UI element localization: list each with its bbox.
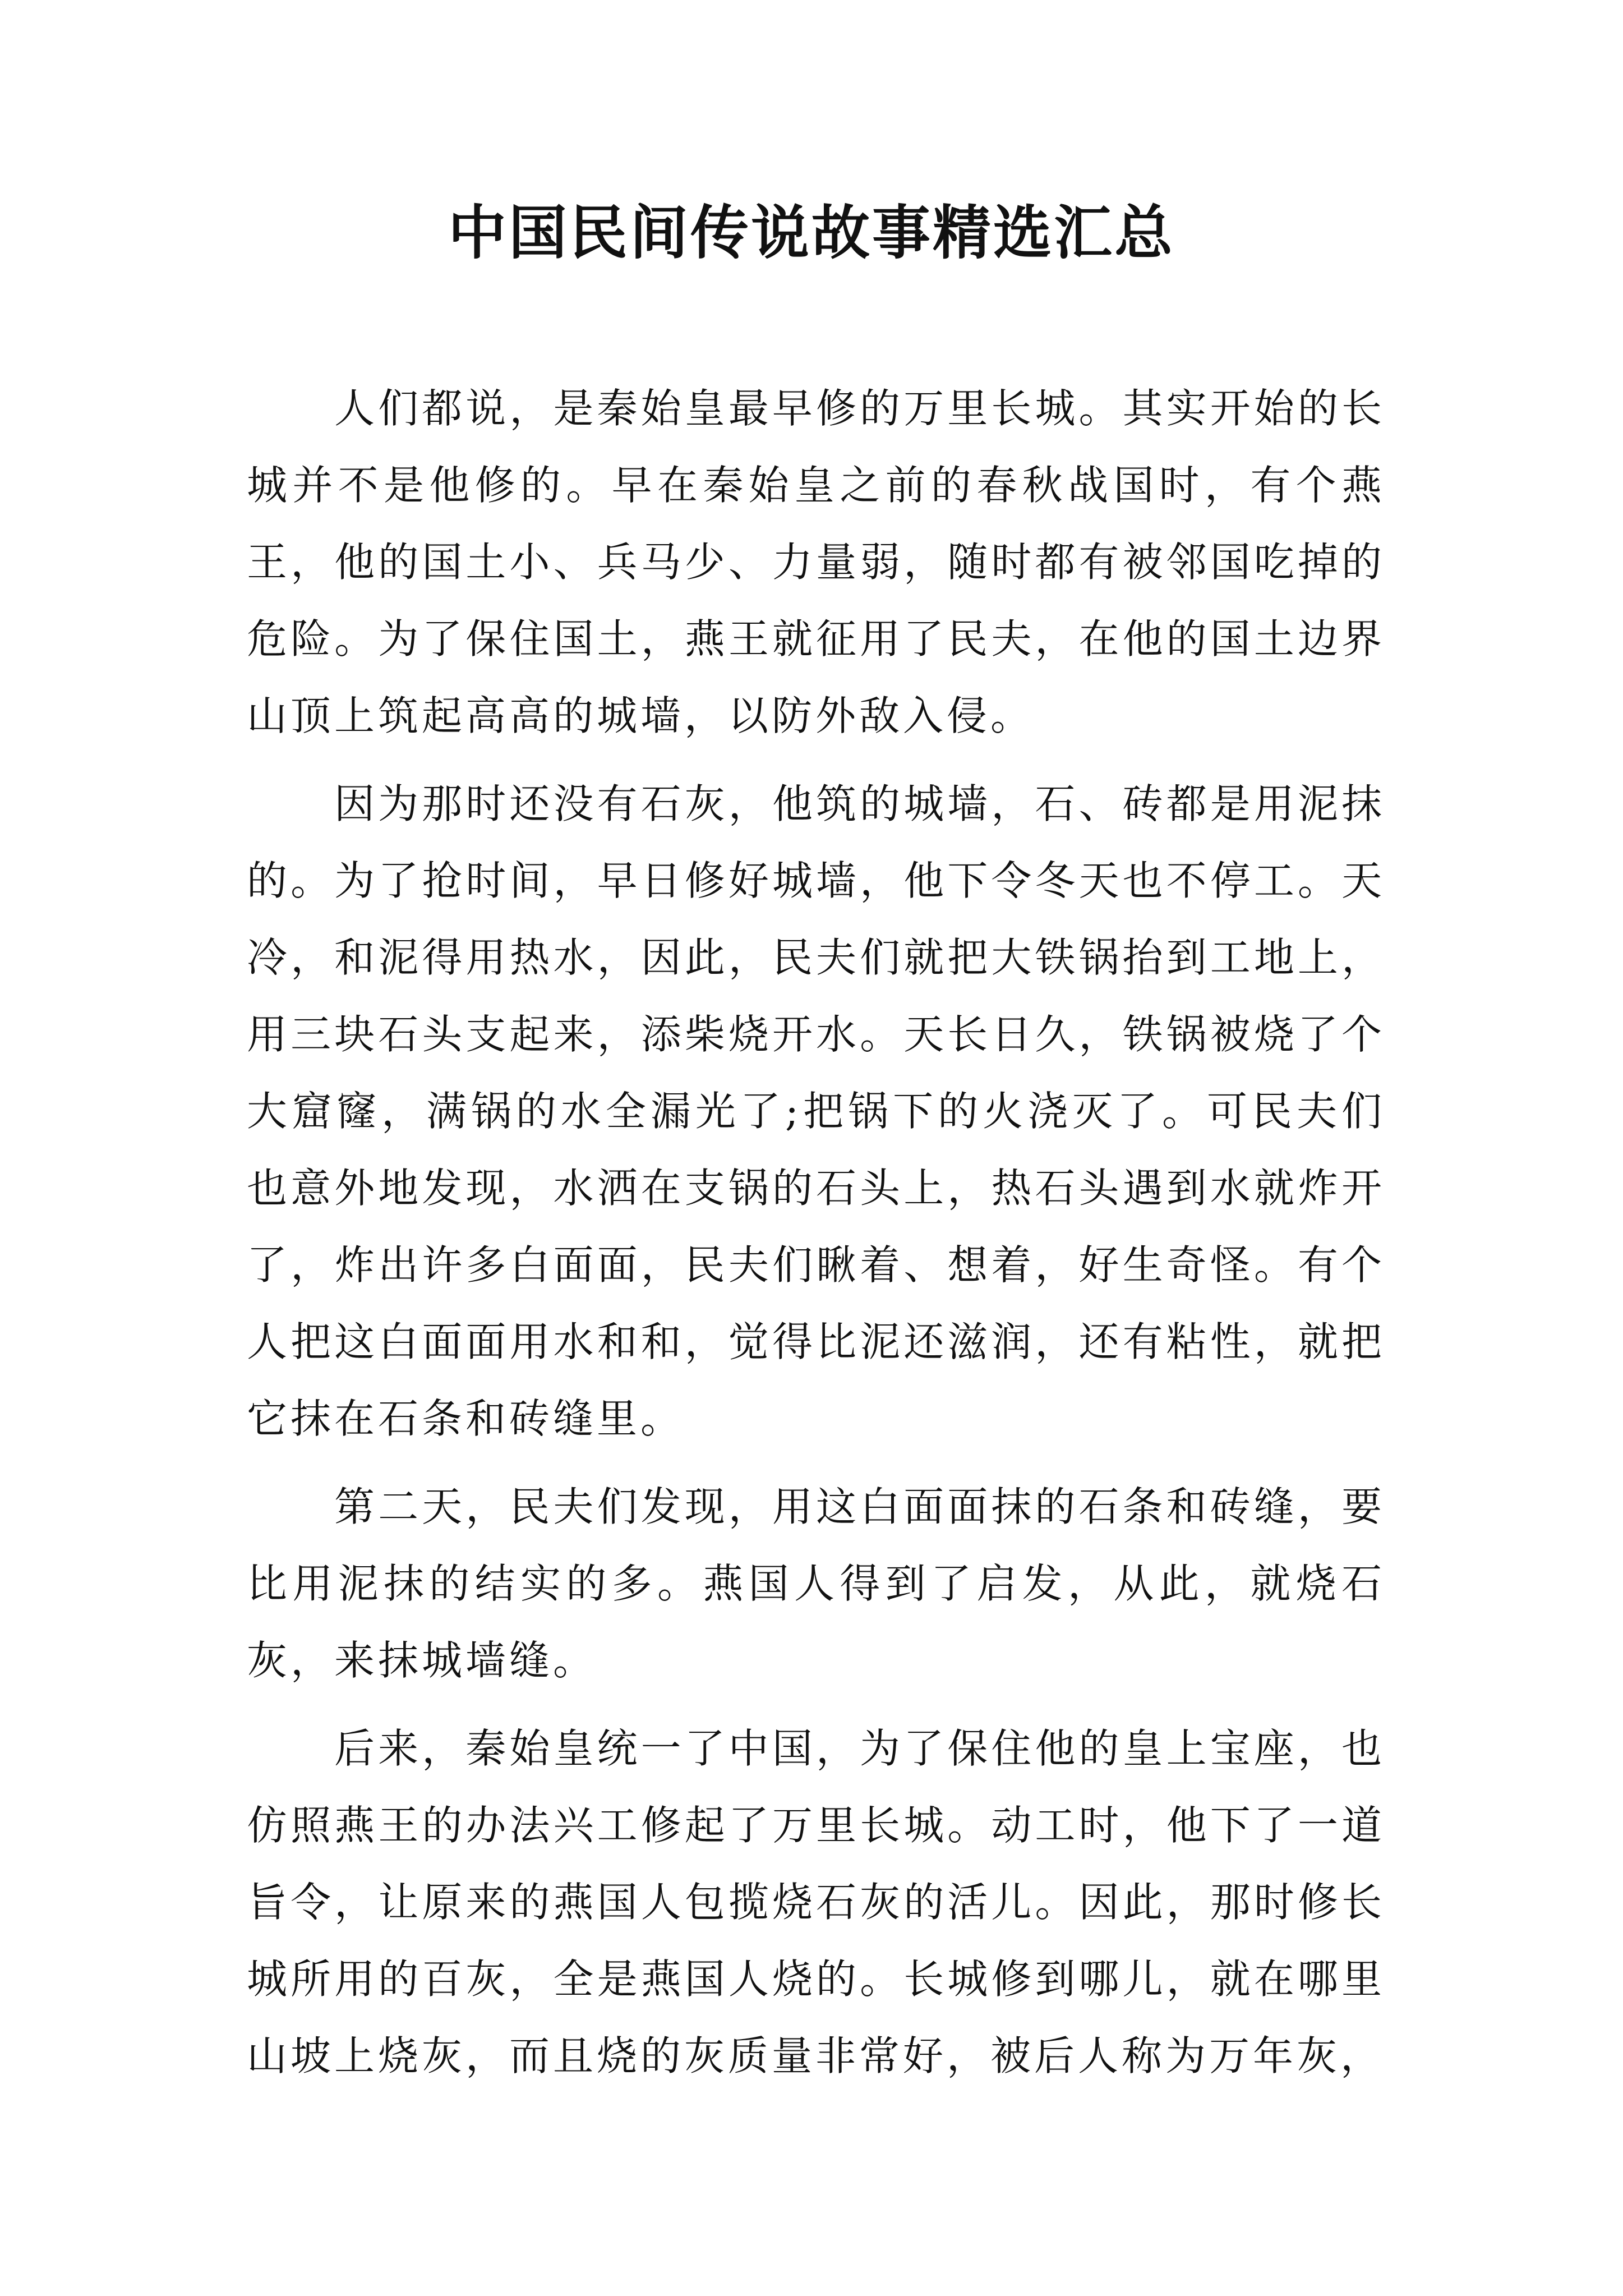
document-body (247, 370, 1385, 2106)
paragraph: 人们都说，是秦始皇最早修的万里长城。其实开始的长城并不是他修的。早在秦始皇之前的春秋战国时，有个燕王，他的国土小、兵马少、力量弱，随时都有被邻国吃掉的危险。为了保住国土，燕王就征用了民夫，在他的国土边界山顶上筑起高高的城墙，以防外敌入侵。 (247, 385, 1385, 739)
paragraph: 第二天，民夫们发现，用这白面面抹的石条和砖缝，要比用泥抹的结实的多。燕国人得到了启发，从此，就烧石灰，来抹城墙缝。 (247, 1483, 1385, 1684)
paragraph: 后来，秦始皇统一了中国，为了保住他的皇上宝座，也仿照燕王的办法兴工修起了万里长城。动工时，他下了一道旨令，让原来的燕国人包揽烧石灰的活儿。因此，那时修长城所用的百灰，全是燕国人烧的。长城修到哪儿，就在哪里山坡上烧灰，而且烧的灰质量非常好，被后人称为万年灰， (247, 1725, 1385, 2079)
document-title: 中国民间传说故事精选汇总 (448, 198, 1175, 267)
paragraph: 因为那时还没有石灰，他筑的城墙，石、砖都是用泥抹的。为了抢时间，早日修好城墙，他下令冬天也不停工。天冷，和泥得用热水，因此，民夫们就把大铁锅抬到工地上，用三块石头支起来，添柴烧开水。天长日久，铁锅被烧了个大窟窿，满锅的水全漏光了;把锅下的火浇灭了。可民夫们也意外地发现，水洒在支锅的石头上，热石头遇到水就炸开了，炸出许多白面面，民夫们瞅着、想着，好生奇怪。有个人把这白面面用水和和，觉得比泥还滋润，还有粘性，就把它抹在石条和砖缝里。 (247, 780, 1385, 1442)
